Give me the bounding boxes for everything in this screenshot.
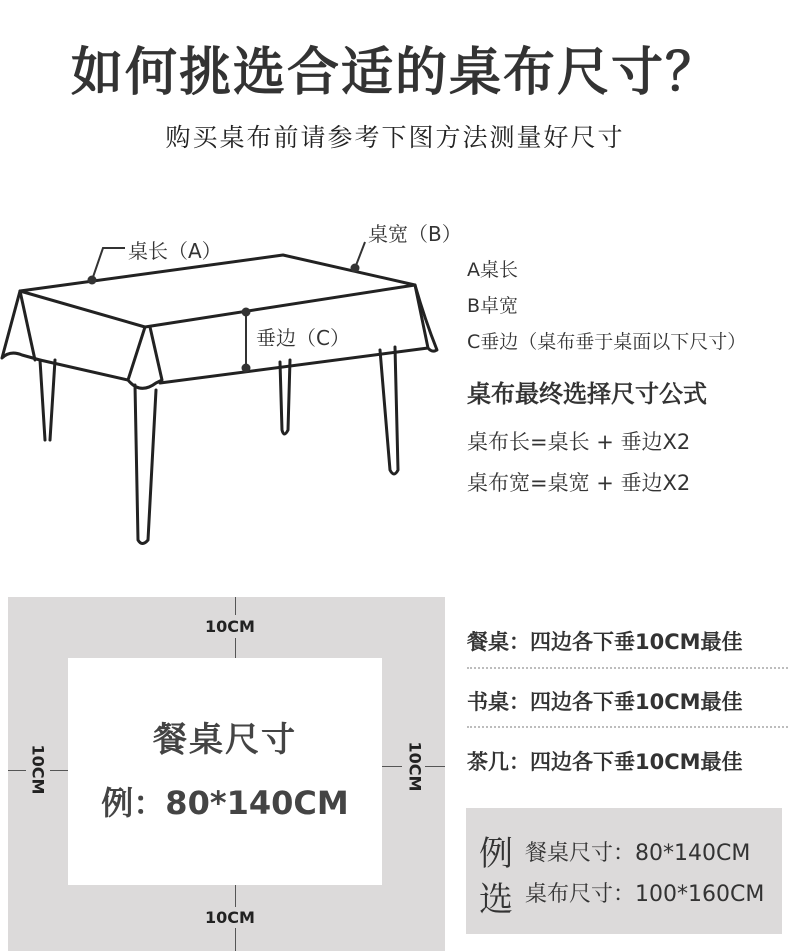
example-char-1: 例 (479, 834, 513, 874)
guide-line-left (8, 770, 26, 771)
size-box-title: 餐桌尺寸 (153, 720, 297, 760)
divider (467, 667, 788, 669)
example-char-2: 选 (479, 880, 513, 920)
legend-a: A桌长 (467, 259, 518, 281)
example-box (466, 808, 782, 934)
top-margin-label: 10CM (205, 617, 255, 636)
rule-desk: 书桌：四边各下垂10CM最佳 (467, 690, 743, 714)
left-margin-label: 10CM (28, 744, 48, 795)
table-size-box (68, 658, 382, 885)
bottom-margin-label: 10CM (205, 908, 255, 927)
formula-title: 桌布最终选择尺寸公式 (467, 380, 707, 408)
formula-length: 桌布长=桌长 + 垂边X2 (467, 430, 691, 454)
page-title: 如何挑选合适的桌布尺寸？ (70, 43, 719, 103)
table-illustration (0, 200, 460, 560)
divider (467, 726, 788, 728)
guide-line-top (235, 597, 236, 615)
rule-dining-table: 餐桌：四边各下垂10CM最佳 (467, 630, 743, 654)
label-table-length: 桌长（A） (128, 239, 222, 263)
guide-line-right (382, 766, 402, 767)
label-drop: 垂边（C） (256, 326, 350, 350)
right-margin-label: 10CM (405, 741, 425, 792)
guide-line-bottom (235, 885, 236, 907)
legend-b: B卓宽 (467, 295, 519, 317)
guide-line-left-2 (50, 770, 68, 771)
size-box-example: 例：80*140CM (101, 784, 349, 822)
page-subtitle: 购买桌布前请参考下图方法测量好尺寸 (165, 123, 625, 152)
example-table-size: 餐桌尺寸：80*140CM (525, 841, 751, 866)
example-cloth-size: 桌布尺寸：100*160CM (525, 882, 765, 907)
rule-coffee-table: 茶几：四边各下垂10CM最佳 (467, 750, 743, 774)
guide-line-bottom-2 (235, 928, 236, 951)
legend-c: C垂边（桌布垂于桌面以下尺寸） (467, 331, 747, 353)
guide-line-top-2 (235, 638, 236, 658)
formula-width: 桌布宽=桌宽 + 垂边X2 (467, 471, 691, 495)
guide-line-right-2 (425, 766, 445, 767)
label-table-width: 桌宽（B） (368, 222, 462, 246)
